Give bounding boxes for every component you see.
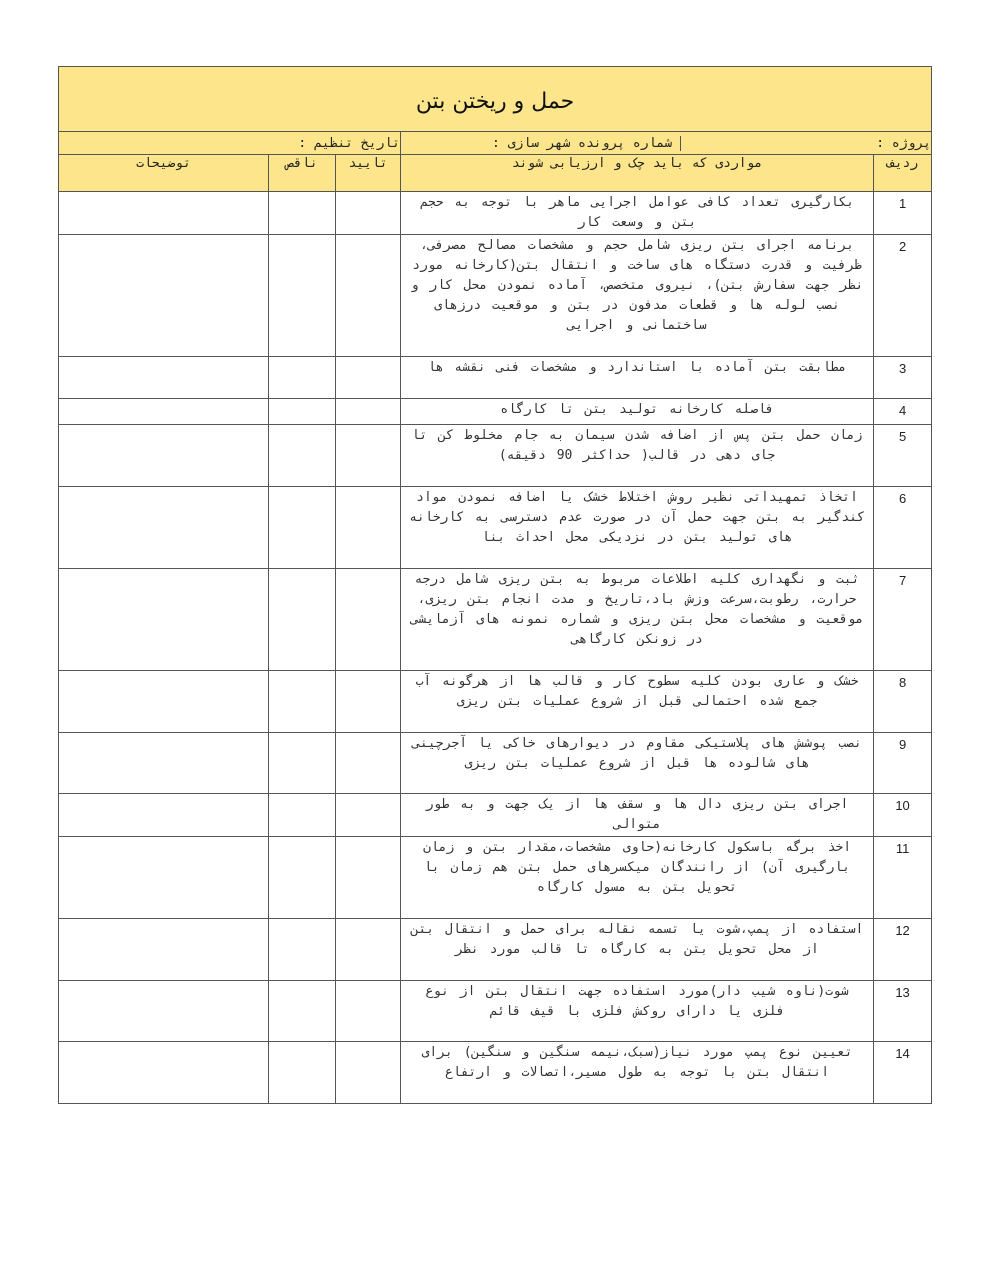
date-label: تاریخ تنظیم : bbox=[59, 132, 401, 155]
row-number: 5 bbox=[874, 425, 932, 487]
title-text: حمل و ریختن بتن bbox=[415, 88, 575, 114]
notes-cell[interactable] bbox=[59, 794, 269, 837]
deficient-cell[interactable] bbox=[269, 569, 336, 671]
row-number: 6 bbox=[874, 487, 932, 569]
deficient-cell[interactable] bbox=[269, 235, 336, 357]
approved-cell[interactable] bbox=[336, 837, 401, 919]
notes-cell[interactable] bbox=[59, 569, 269, 671]
row-number: 12 bbox=[874, 919, 932, 981]
approved-cell[interactable] bbox=[336, 192, 401, 235]
row-number: 8 bbox=[874, 671, 932, 733]
row-text: خشک و عاری بودن کلیه سطوح کار و قالب ها از هرگونه آب جمع شده احتمالی قبل از شروع عملیات بتن ریزی bbox=[401, 671, 874, 733]
deficient-cell[interactable] bbox=[269, 1042, 336, 1104]
table-row bbox=[59, 569, 932, 671]
approved-cell[interactable] bbox=[336, 487, 401, 569]
approved-cell[interactable] bbox=[336, 425, 401, 487]
row-number: 9 bbox=[874, 733, 932, 794]
table-row bbox=[59, 837, 932, 919]
notes-cell[interactable] bbox=[59, 357, 269, 399]
row-text: شوت(ناوه شیب دار)مورد استفاده جهت انتقال بتن از نوع فلزی یا دارای روکش فلزی با قیف قائم bbox=[401, 981, 874, 1042]
header-deficient: ناقص bbox=[269, 155, 336, 192]
row-text: مطابقت بتن آماده با استاندارد و مشخصات فنی نقشه ها bbox=[401, 357, 874, 399]
row-text: استفاده از پمپ،شوت یا تسمه نقاله برای حمل و انتقال بتن از محل تحویل بتن به کارگاه تا قالب مورد نظر bbox=[401, 919, 874, 981]
deficient-cell[interactable] bbox=[269, 794, 336, 837]
row-number: 11 bbox=[874, 837, 932, 919]
approved-cell[interactable] bbox=[336, 794, 401, 837]
table-row bbox=[59, 671, 932, 733]
notes-cell[interactable] bbox=[59, 981, 269, 1042]
row-number: 7 bbox=[874, 569, 932, 671]
header-row bbox=[59, 155, 932, 192]
row-text: اجرای بتن ریزی دال ها و سقف ها از یک جهت و به طور متوالی bbox=[401, 794, 874, 837]
row-text: برنامه اجرای بتن ریزی شامل حجم و مشخصات مصالح مصرفی، ظرفیت و قدرت دستگاه های ساخت و انتقال بتن(کارخانه مورد نظر جهت سفارش بتن)، نیروی متخصص، آماده نمودن محل کار و نصب لوله ها و قطعات مدفون در بتن و موقعیت درزهای ساختمانی و اجرایی bbox=[401, 235, 874, 357]
deficient-cell[interactable] bbox=[269, 192, 336, 235]
header-row-number: ردیف bbox=[874, 155, 932, 192]
deficient-cell[interactable] bbox=[269, 919, 336, 981]
table-row bbox=[59, 794, 932, 837]
file-number-label: شماره پرونده شهر سازی : bbox=[492, 135, 673, 151]
approved-cell[interactable] bbox=[336, 671, 401, 733]
table-row bbox=[59, 487, 932, 569]
approved-cell[interactable] bbox=[336, 569, 401, 671]
deficient-cell[interactable] bbox=[269, 837, 336, 919]
row-number: 2 bbox=[874, 235, 932, 357]
notes-cell[interactable] bbox=[59, 487, 269, 569]
deficient-cell[interactable] bbox=[269, 981, 336, 1042]
row-text: اخذ برگه باسکول کارخانه(حاوی مشخصات،مقدار بتن و زمان بارگیری آن) از رانندگان میکسرهای حمل بتن هم زمان با تحویل بتن به مسول کارگاه bbox=[401, 837, 874, 919]
row-text: اتخاذ تمهیداتی نظیر روش اختلاط خشک یا اضافه نمودن مواد کندگیر به بتن جهت حمل آن در صورت عدم دسترسی به کارخانه های تولید بتن در نزدیکی محل احداث بنا bbox=[401, 487, 874, 569]
approved-cell[interactable] bbox=[336, 357, 401, 399]
row-text: فاصله کارخانه تولید بتن تا کارگاه bbox=[401, 399, 874, 425]
deficient-cell[interactable] bbox=[269, 425, 336, 487]
row-number: 14 bbox=[874, 1042, 932, 1104]
notes-cell[interactable] bbox=[59, 235, 269, 357]
notes-cell[interactable] bbox=[59, 192, 269, 235]
notes-cell[interactable] bbox=[59, 671, 269, 733]
row-text: بکارگیری تعداد کافی عوامل اجرایی ماهر با توجه به حجم بتن و وسعت کار bbox=[401, 192, 874, 235]
deficient-cell[interactable] bbox=[269, 733, 336, 794]
table-row bbox=[59, 733, 932, 794]
deficient-cell[interactable] bbox=[269, 399, 336, 425]
row-number: 4 bbox=[874, 399, 932, 425]
approved-cell[interactable] bbox=[336, 1042, 401, 1104]
row-number: 1 bbox=[874, 192, 932, 235]
page-title bbox=[59, 67, 932, 132]
table-row bbox=[59, 919, 932, 981]
project-label: پروژه : bbox=[680, 136, 931, 151]
table-row bbox=[59, 1042, 932, 1104]
row-number: 3 bbox=[874, 357, 932, 399]
notes-cell[interactable] bbox=[59, 425, 269, 487]
row-text: نصب پوشش های پلاستیکی مقاوم در دیوارهای خاکی یا آجرچینی های شالوده ها قبل از شروع عملیات بتن ریزی bbox=[401, 733, 874, 794]
deficient-cell[interactable] bbox=[269, 671, 336, 733]
approved-cell[interactable] bbox=[336, 399, 401, 425]
notes-cell[interactable] bbox=[59, 399, 269, 425]
notes-cell[interactable] bbox=[59, 837, 269, 919]
notes-cell[interactable] bbox=[59, 1042, 269, 1104]
notes-cell[interactable] bbox=[59, 919, 269, 981]
deficient-cell[interactable] bbox=[269, 487, 336, 569]
table-row bbox=[59, 425, 932, 487]
approved-cell[interactable] bbox=[336, 733, 401, 794]
table-row bbox=[59, 981, 932, 1042]
row-number: 10 bbox=[874, 794, 932, 837]
row-text: ثبت و نگهداری کلیه اطلاعات مربوط به بتن ریزی شامل درجه حرارت، رطوبت،سرعت وزش باد،تاریخ و مدت انجام بتن ریزی، موقعیت و مشخصات محل بتن ریزی و شماره نمونه های آزمایشی در زونکن کارگاهی bbox=[401, 569, 874, 671]
row-text: تعیین نوع پمپ مورد نیاز(سبک،نیمه سنگین و سنگین) برای انتقال بتن با توجه به طول مسیر،اتصالات و ارتفاع bbox=[401, 1042, 874, 1104]
notes-cell[interactable] bbox=[59, 733, 269, 794]
header-approved: تایید bbox=[336, 155, 401, 192]
row-number: 13 bbox=[874, 981, 932, 1042]
approved-cell[interactable] bbox=[336, 235, 401, 357]
project-field bbox=[401, 132, 932, 155]
table-row bbox=[59, 235, 932, 357]
header-notes: توضیحات bbox=[59, 155, 269, 192]
header-items: مواردی که باید چک و ارزیابی شوند bbox=[401, 155, 874, 192]
table-row bbox=[59, 357, 932, 399]
approved-cell[interactable] bbox=[336, 981, 401, 1042]
checklist-table bbox=[58, 66, 932, 1104]
deficient-cell[interactable] bbox=[269, 357, 336, 399]
info-row bbox=[59, 132, 932, 155]
approved-cell[interactable] bbox=[336, 919, 401, 981]
table-row bbox=[59, 192, 932, 235]
checklist-sheet bbox=[58, 66, 931, 1104]
row-text: زمان حمل بتن پس از اضافه شدن سیمان به جام مخلوط کن تا جای دهی در قالب( حداکثر 90 دقیقه) bbox=[401, 425, 874, 487]
table-row bbox=[59, 399, 932, 425]
